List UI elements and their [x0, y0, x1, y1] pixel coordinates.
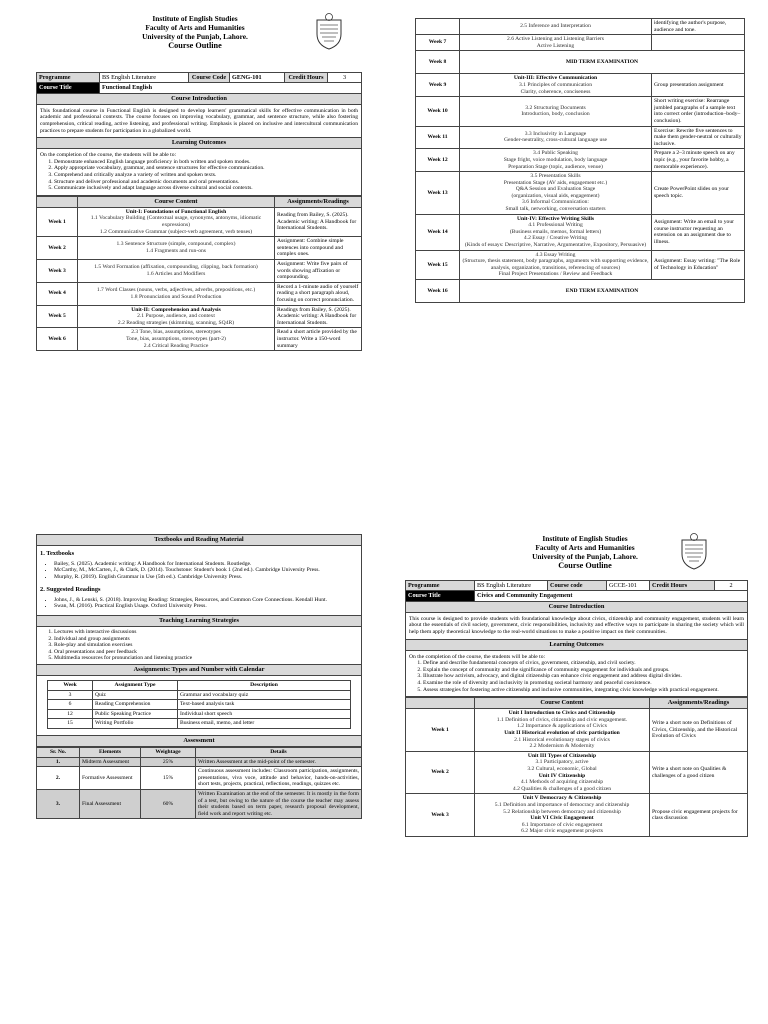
topic-line: Preparation Stage (topic, audience, venue) — [508, 163, 603, 170]
assignment-week: 6 — [48, 700, 93, 710]
week-assignment: Read a short article provided by the instructor. Write a 150-word summary — [275, 328, 362, 351]
unit-heading: Unit-I: Foundations of Functional English — [125, 208, 227, 215]
week-label: Week 6 — [37, 328, 78, 351]
course-info-table — [405, 580, 748, 837]
week-label: Week 1 — [37, 207, 78, 236]
unit-heading: Unit V Democracy & Citizenship — [522, 795, 602, 802]
unit-heading: Unit I Introduction to Civics and Citizenship — [508, 710, 616, 717]
assignment-description: Grammar and vocabulary quiz — [178, 690, 351, 700]
credit-hours-value: 2 — [715, 581, 748, 591]
course-code-label: Course code — [548, 581, 607, 591]
week-row — [416, 97, 745, 126]
textbooks-title: 1. Textbooks — [40, 550, 75, 557]
week-row — [37, 237, 362, 260]
week-content — [460, 126, 652, 149]
week-label — [416, 19, 460, 35]
course-title-label: Course Title — [37, 83, 100, 93]
topic-line: 5.1 Definition and importance of democracy and citizenship — [494, 801, 630, 808]
week-assignment: Reading from Bailey, S. (2025). Academic writing: A Handbook for International Students. — [275, 207, 362, 236]
week-row — [406, 751, 748, 794]
outcome-item: 1. Demonstrate enhanced English language proficiency in both written and spoken modes. — [54, 159, 358, 166]
outcome-item: 2. Apply appropriate vocabulary, grammar, and sentence structures for effective communication. — [54, 165, 358, 172]
topic-line: 4.2 Qualities & challenges of a good citizen — [512, 785, 612, 792]
course-content-table — [405, 697, 748, 837]
assignment-type: Quiz — [93, 690, 178, 700]
unit-heading: Unit IV Citizenship — [538, 772, 586, 779]
week-row — [416, 126, 745, 149]
assignment-week: 12 — [48, 709, 93, 719]
programme-label: Programme — [406, 581, 475, 591]
page-4 — [405, 530, 750, 970]
topic-line: Small talk, networking, conversation starters — [505, 206, 606, 213]
unit-heading: Unit VI Civic Engagement — [530, 815, 594, 822]
institute-name: Institute of English Studies — [542, 534, 628, 543]
learning-outcomes-intro: On the completion of the course, the students will be able to: — [409, 653, 546, 660]
strategies-heading: Teaching Learning Strategies — [37, 616, 362, 627]
week-assignment — [652, 35, 745, 51]
topic-line: 3.2 Structuring Documents — [525, 104, 586, 111]
week-assignment: identifying the author's purpose, audience and tone. — [652, 19, 745, 35]
assessment-sr: 3. — [37, 789, 80, 818]
outcome-item: 1. Define and describe fundamental concepts of civics, government, citizenship, and civil society. — [423, 660, 744, 667]
credit-hours-label: Credit Hours — [285, 73, 328, 83]
topic-line: (Structure, thesis statement, body paragraphs, arguments with supporting evidence, analysis, organization, transitions, referencing of sources) — [462, 258, 649, 271]
week-label: Week 5 — [37, 305, 78, 328]
topic-line: 1.7 Word Classes (nouns, verbs, adjectives, adverbs, prepositions, etc.) — [96, 287, 256, 294]
topic-line: (Kinds of essays: Descriptive, Narrative, Argumentative, Expository, Persuasive) — [464, 242, 647, 249]
week-assignment: Assignment: Essay writing: "The Role of Technology in Education" — [652, 250, 745, 279]
week-content — [460, 149, 652, 172]
document-title: Course Outline — [168, 41, 222, 50]
assessment-element: Midterm Assessment — [80, 757, 141, 767]
col-details: Details — [196, 748, 362, 758]
week-assignment: Record a 1-minute audio of yourself reading a short paragraph aloud, focusing on correct pronunciation. — [275, 282, 362, 305]
course-introduction-heading: Course Introduction — [37, 93, 362, 104]
assessment-details: Written Examination at the end of the semester. It is mostly in the form of a test, but owing to the nature of the course the teacher may assess their students based on term paper, research proposal development, field work and report writing etc. — [196, 789, 362, 818]
week-content — [78, 237, 275, 260]
university-name: University of the Punjab, Lahore. — [142, 32, 248, 41]
course-introduction-text: This foundational course in Functional English is designed to develop learners' grammatical skills for effective communication in both academic and professional contexts. The course focuses on improving vocabulary, grammar, and sentence structure, while also fostering comprehension, critical reading, active listening, and professional writing. Emphasis is placed on inclusive and intercultural communication practices to prepare students for participation in a globalized world. — [37, 104, 362, 137]
week-content — [78, 207, 275, 236]
topic-line: 1.3 Sentence Structure (simple, compound, complex) — [116, 241, 236, 248]
week-label: Week 10 — [416, 97, 460, 126]
strategy-item: 3. Role-play and simulation exercises — [54, 642, 358, 649]
textbook-item: • McCarthy, M., McCarten, J., & Clark, D. (2014). Touchstone: Student's book 1 (2nd ed.). Cambridge University Press. — [54, 567, 358, 574]
topic-line: 5.2 Relationship between democracy and citizenship — [503, 808, 621, 815]
topic-line: 1.5 Word Formation (affixation, compounding, clipping, back formation) — [94, 264, 258, 271]
page-1 — [30, 10, 368, 476]
week-label: Week 16 — [416, 280, 460, 303]
unit-heading: Unit-IV: Effective Writing Skills — [516, 215, 595, 222]
topic-line: 6.2 Major civic engagement projects — [521, 828, 603, 835]
topic-line: Final Project Presentations / Review and Feedback — [498, 271, 613, 278]
suggested-readings-list — [40, 597, 358, 610]
outcome-item: 4. Examine the role of diversity and inclusivity in promoting societal harmony and peaceful coexistence. — [423, 680, 744, 687]
course-content-heading: Course Content — [78, 196, 275, 207]
assignment-description: Business email, memo, and letter — [178, 719, 351, 729]
course-title-value: Civics and Community Engagement — [475, 591, 748, 601]
course-code-label: Course Code — [189, 73, 230, 83]
outcome-item: 5. Communicate inclusively and adapt language across diverse cultural and social contexts. — [54, 185, 358, 192]
topic-line: 1.6 Articles and Modifiers — [146, 270, 206, 277]
assignment-row — [48, 709, 351, 719]
assessment-weightage: 25% — [141, 757, 196, 767]
week-assignment: Group presentation assignment — [652, 74, 745, 97]
textbook-list — [40, 561, 358, 581]
week-content — [460, 97, 652, 126]
week-row — [416, 214, 745, 250]
week-content — [460, 74, 652, 97]
week-row — [37, 259, 362, 282]
course-title-label: Course Title — [406, 591, 475, 601]
week-content — [460, 214, 652, 250]
topic-line: 3.4 Public Speaking — [533, 150, 578, 157]
week-label: Week 15 — [416, 250, 460, 279]
topic-line: 2.4 Critical Reading Practice — [143, 342, 209, 349]
topic-line: 3.1 Participatory, active — [535, 759, 589, 766]
exam-label: MID TERM EXAMINATION — [460, 51, 745, 74]
assessment-sr: 2. — [37, 767, 80, 790]
topic-line: Q&A Session and Evaluation Stage — [515, 186, 596, 193]
topic-line: 2.1 Purpose, audience, and context — [137, 313, 215, 320]
week-label: Week 3 — [37, 259, 78, 282]
topic-line: 2.3 Tone, bias, assumptions, stereotypes — [131, 329, 221, 336]
course-info-table — [36, 72, 362, 351]
week-label: Week 4 — [37, 282, 78, 305]
topic-line: 4.3 Essay Writing — [535, 251, 576, 258]
course-content-heading: Course Content — [475, 698, 650, 709]
assignment-description: Text-based analysis task — [178, 700, 351, 710]
suggested-readings-title: 2. Suggested Readings — [40, 586, 101, 594]
week-label: Week 9 — [416, 74, 460, 97]
course-content-table-continued — [415, 18, 745, 303]
week-content — [475, 794, 650, 837]
topic-line: Clarity, coherence, conciseness — [520, 88, 591, 95]
topic-line: Tone, bias, assumptions, stereotypes (part-2) — [126, 335, 226, 342]
week-label: Week 8 — [416, 51, 460, 74]
week-content — [475, 751, 650, 794]
assessment-row — [37, 767, 362, 790]
week-label: Week 13 — [416, 172, 460, 215]
assignment-type: Reading Comprehension — [93, 700, 178, 710]
week-row — [416, 74, 745, 97]
topic-line: 2.2 Modernism & Modernity — [529, 743, 595, 750]
topic-line: 2.1 Historical evolutionary stages of civics — [514, 736, 610, 743]
topic-line: 3.6 Informal Communication: — [522, 199, 589, 206]
assessment-heading: Assessment — [37, 736, 362, 747]
course-code-value: GENG-101 — [230, 73, 285, 83]
week-content — [460, 19, 652, 35]
week-content — [78, 259, 275, 282]
learning-outcomes-list — [409, 660, 744, 693]
programme-value: BS English Literature — [475, 581, 548, 591]
unit-heading: Unit-II: Comprehension and Analysis — [131, 306, 221, 313]
learning-outcomes-list — [40, 159, 358, 192]
week-assignment: Short writing exercise: Rearrange jumbled paragraphs of a sample text into correct order (introduction–body–conclusion). — [652, 97, 745, 126]
unit-heading: Unit III Types of Citizenship — [527, 752, 597, 759]
week-content — [475, 709, 650, 752]
col-assignment-type: Assignment Type — [93, 681, 178, 691]
assignment-week: 3 — [48, 690, 93, 700]
week-assignment: Propose civic engagement projects for class discussion — [650, 794, 748, 837]
assessment-element: Formative Assessment — [80, 767, 141, 790]
assessment-details: Continuous assessment includes: Classroom participation, assignments, presentations, viva voce, attitude and behavior, hands-on-activities, short tests, projects, practical, reflections, readings, quizzes etc. — [196, 767, 362, 790]
course-introduction-text: This course is designed to provide students with foundational knowledge about civics, citizenship and community engagement, students will learn about the essentials of civil society, government, civic responsibilities, inclusivity and effective ways to participate in sharing the society which will help them apply theoretical knowledge to the real-world situations to make a positive impact on their communities. — [406, 612, 748, 639]
assignment-row — [48, 690, 351, 700]
topic-line: (organization, visual aids, engagement) — [511, 192, 600, 199]
topic-line: 1.8 Pronunciation and Sound Production — [130, 293, 222, 300]
institute-name: Institute of English Studies — [152, 14, 238, 23]
textbooks-section — [36, 534, 362, 747]
week-row — [416, 51, 745, 74]
topic-line: 2.2 Reading strategies (skimming, scanning, SQ4R) — [117, 319, 235, 326]
week-label: Week 1 — [406, 709, 475, 752]
week-row — [416, 35, 745, 51]
assessment-row — [37, 789, 362, 818]
assignment-row — [48, 719, 351, 729]
week-row — [406, 709, 748, 752]
topic-line: 6.1 Importance of civic engagement — [521, 821, 603, 828]
week-content — [78, 328, 275, 351]
week-label: Week 3 — [406, 794, 475, 837]
textbook-item: • Bailey, S. (2025). Academic writing: A Handbook for International Students. Routledge. — [54, 561, 358, 568]
document-title: Course Outline — [558, 561, 612, 570]
outcome-item: 5. Assess strategies for fostering active citizenship and inclusive communities, integrating civic knowledge with practical engagement. — [423, 687, 744, 694]
assignments-calendar-table — [47, 680, 351, 729]
textbooks-heading: Textbooks and Reading Material — [37, 535, 362, 546]
learning-outcomes-heading: Learning Outcomes — [406, 639, 748, 650]
course-code-value: GCCE-101 — [607, 581, 650, 591]
week-assignment: Create PowerPoint slides on your speech topic. — [652, 172, 745, 215]
programme-value: BS English Literature — [100, 73, 189, 83]
week-label: Week 11 — [416, 126, 460, 149]
topic-line: 3.1 Principles of communication — [518, 81, 593, 88]
topic-line: 1.2 Importance & applications of Civics — [517, 723, 607, 730]
assessment-weightage: 15% — [141, 767, 196, 790]
col-weightage: Weightage — [141, 748, 196, 758]
topic-line: 3.2 Cultural, economic, Global — [527, 765, 597, 772]
week-content — [460, 250, 652, 279]
assignments-heading: Assignments/Readings — [650, 698, 748, 709]
course-title-value: Functional English — [100, 83, 362, 93]
week-assignment: Exercise: Rewrite five sentences to make them gender-neutral or culturally inclusive. — [652, 126, 745, 149]
week-label: Week 2 — [37, 237, 78, 260]
assignment-description: Individual short speech — [178, 709, 351, 719]
week-content — [460, 172, 652, 215]
col-week: Week — [48, 681, 93, 691]
assessment-table — [36, 747, 362, 819]
week-assignment: Assignment: Write five pairs of words showing affixation or compounding. — [275, 259, 362, 282]
suggested-reading-item: • Swan, M. (2016). Practical English Usage. Oxford University Press. — [54, 603, 358, 610]
unit-heading: Unit-III: Effective Communication — [513, 75, 598, 82]
week-assignment: Prepare a 2–3 minute speech on any topic (e.g., your favorite hobby, a memorable experience). — [652, 149, 745, 172]
topic-line: Introduction, body, conclusion — [521, 111, 590, 118]
topic-line: 1.4 Fragments and run-ons — [146, 248, 206, 255]
topic-line: Active Listening — [536, 42, 575, 49]
week-label: Week 12 — [416, 149, 460, 172]
topic-line: 4.2 Essay / Creative Writing — [523, 235, 588, 242]
strategy-item: 1. Lectures with interactive discussions — [54, 629, 358, 636]
strategies-list — [40, 629, 358, 662]
col-elements: Elements — [80, 748, 141, 758]
suggested-reading-item: • Johns, J., & Lenski, S. (2018). Improving Reading: Strategies, Resources, and Common Core Connections. Kendall Hunt. — [54, 597, 358, 604]
topic-line: 1.1 Definition of civics, citizenship and civic engagement. — [496, 716, 628, 723]
assessment-weightage: 60% — [141, 789, 196, 818]
week-assignment: Write a short note on Definitions of Civics, Citizenship, and the Historical Evolution of Civics — [650, 709, 748, 752]
week-label: Week 7 — [416, 35, 460, 51]
faculty-name: Faculty of Arts and Humanities — [535, 543, 635, 552]
topic-line: (Business emails, memos, formal letters) — [509, 228, 602, 235]
week-content — [78, 282, 275, 305]
week-row — [37, 207, 362, 236]
week-assignment: Write a short note on Qualities & challenges of a good citizen — [650, 751, 748, 794]
outcome-item: 2. Explain the concept of community and the significance of community engagement for individuals and groups. — [423, 667, 744, 674]
strategy-item: 4. Oral presentations and peer feedback — [54, 649, 358, 656]
strategy-item: 5. Multimedia resources for pronunciation and listening practice — [54, 655, 358, 662]
textbook-item: • Murphy, R. (2019). English Grammar in Use (5th ed.). Cambridge University Press. — [54, 574, 358, 581]
course-introduction-heading: Course Introduction — [406, 601, 748, 612]
week-content — [460, 35, 652, 51]
page-2 — [415, 18, 745, 480]
topic-line: 1.2 Communicative Grammar (subject-verb agreement, verb tenses) — [99, 228, 253, 235]
strategy-item: 2. Individual and group assignments — [54, 636, 358, 643]
week-row — [416, 149, 745, 172]
week-row — [416, 250, 745, 279]
learning-outcomes-heading: Learning Outcomes — [37, 138, 362, 149]
week-label: Week 14 — [416, 214, 460, 250]
topic-line: Stage fright, voice modulation, body language — [503, 156, 608, 163]
col-description: Description — [178, 681, 351, 691]
assignment-week: 15 — [48, 719, 93, 729]
assessment-element: Final Assessment — [80, 789, 141, 818]
university-name: University of the Punjab, Lahore. — [532, 552, 638, 561]
outcome-item: 4. Structure and deliver professional and academic documents and oral presentations. — [54, 179, 358, 186]
learning-outcomes-intro: On the completion of the course, the students will be able to: — [40, 152, 177, 159]
week-row — [37, 282, 362, 305]
university-seal-icon — [679, 532, 709, 570]
assignments-heading: Assignments/Readings — [275, 196, 362, 207]
topic-line: 3.3 Inclusivity in Language — [524, 130, 587, 137]
assignment-type: Writing Portfolio — [93, 719, 178, 729]
topic-line: 2.6 Active Listening and Listening Barriers — [507, 36, 604, 43]
topic-line: 2.5 Inference and Interpretation — [520, 23, 591, 30]
assessment-sr: 1. — [37, 757, 80, 767]
week-row — [406, 794, 748, 837]
week-assignment: Readings from Bailey, S. (2025). Academic writing: A Handbook for International Students. — [275, 305, 362, 328]
week-row — [416, 19, 745, 35]
assessment-details: Written Assessment at the mid-point of the semester. — [196, 757, 362, 767]
page-1-header — [120, 14, 270, 50]
programme-label: Programme — [37, 73, 100, 83]
outcome-item: 3. Illustrate how activism, advocacy, and digital citizenship can enhance civic engagement and address digital divides. — [423, 673, 744, 680]
week-row — [416, 280, 745, 303]
week-label: Week 2 — [406, 751, 475, 794]
assessment-row — [37, 757, 362, 767]
page-4-header — [510, 534, 660, 570]
week-row — [37, 328, 362, 351]
topic-line: 4.1 Professional Writing — [528, 222, 583, 229]
assignment-type: Public Speaking Practice — [93, 709, 178, 719]
credit-hours-value: 3 — [328, 73, 362, 83]
unit-heading: Unit II Historical evolution of civic participation — [504, 730, 620, 736]
topic-line: 3.5 Presentation Skills — [530, 173, 581, 180]
faculty-name: Faculty of Arts and Humanities — [145, 23, 245, 32]
week-content — [78, 305, 275, 328]
week-row — [416, 172, 745, 215]
topic-line: 4.1 Methods of acquiring citizenship — [520, 779, 604, 786]
topic-line: Presentation Stage (AV aids, engagement etc.) — [503, 179, 608, 186]
topic-line: 1.1 Vocabulary Building (Contextual usage, synonyms, antonyms, idiomatic expressions) — [90, 215, 262, 228]
assignment-row — [48, 700, 351, 710]
credit-hours-label: Credit Hours — [650, 581, 715, 591]
university-seal-icon — [314, 12, 344, 50]
topic-line: Gender-neutrality, cross-cultural language use — [504, 137, 607, 144]
outcome-item: 3. Comprehend and critically analyze a variety of written and spoken texts. — [54, 172, 358, 179]
week-row — [37, 305, 362, 328]
col-sr-no: Sr. No. — [37, 748, 80, 758]
week-assignment: Assignment: Combine simple sentences into compound and complex ones. — [275, 237, 362, 260]
week-assignment: Assignment: Write an email to your course instructor requesting an extension on an assignment due to illness. — [652, 214, 745, 250]
exam-label: END TERM EXAMINATION — [460, 280, 745, 303]
course-content-table — [36, 196, 362, 351]
assignments-calendar-heading: Assignments: Types and Number with Calendar — [37, 665, 362, 676]
page-3 — [30, 534, 368, 974]
